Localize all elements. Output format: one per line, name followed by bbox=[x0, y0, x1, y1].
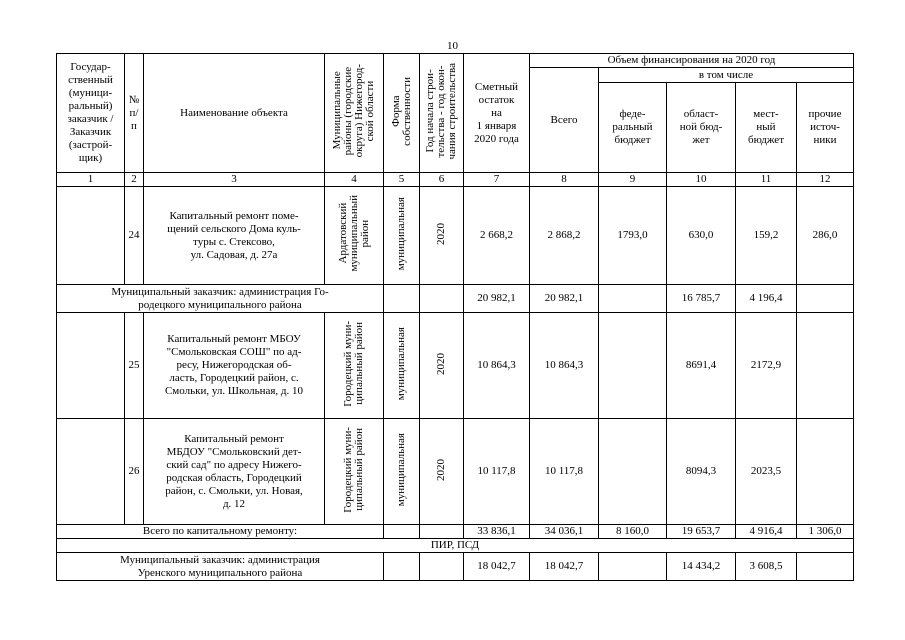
federal-value bbox=[599, 313, 667, 419]
regional-value: 8094,3 bbox=[667, 419, 736, 525]
other-value: 1 306,0 bbox=[797, 525, 854, 539]
financing-table bbox=[56, 53, 854, 581]
regional-value: 16 785,7 bbox=[667, 285, 736, 313]
total-value: 18 042,7 bbox=[530, 553, 599, 581]
total-value: 34 036,1 bbox=[530, 525, 599, 539]
column-number: 7 bbox=[464, 173, 530, 187]
customer-label: Муниципальный заказчик: администрация Го- родецкого муниципального района bbox=[57, 285, 384, 313]
column-number: 3 bbox=[144, 173, 325, 187]
total-value: 2 868,2 bbox=[530, 187, 599, 285]
header-years: Год начала строи- тельства - год окон- чания строительства bbox=[420, 54, 464, 173]
header-including: в том числе bbox=[599, 68, 854, 83]
table-row bbox=[57, 419, 854, 525]
estimate-value: 2 668,2 bbox=[464, 187, 530, 285]
section-label: ПИР, ПСД bbox=[57, 539, 854, 553]
customer-row bbox=[57, 553, 854, 581]
header-total: Всего bbox=[530, 68, 599, 173]
column-number: 12 bbox=[797, 173, 854, 187]
column-number: 4 bbox=[325, 173, 384, 187]
year-cell: 2020 bbox=[420, 313, 464, 419]
header-customer: Государ- ственный (муници- pальный) заказчик / Заказчик (застрой- щик) bbox=[57, 54, 125, 173]
column-number: 6 bbox=[420, 173, 464, 187]
ownership-cell: муниципальная bbox=[384, 419, 420, 525]
regional-value: 14 434,2 bbox=[667, 553, 736, 581]
other-value bbox=[797, 419, 854, 525]
total-label: Всего по капитальному ремонту: bbox=[57, 525, 384, 539]
other-value bbox=[797, 313, 854, 419]
header-regional: област- ной бюд- жет bbox=[667, 83, 736, 173]
district-cell: Городецкий муни- ципальный район bbox=[325, 419, 384, 525]
local-value: 159,2 bbox=[736, 187, 797, 285]
column-number: 8 bbox=[530, 173, 599, 187]
total-row bbox=[57, 525, 854, 539]
estimate-value: 10 117,8 bbox=[464, 419, 530, 525]
header-other: прочие источ- ники bbox=[797, 83, 854, 173]
year-cell: 2020 bbox=[420, 187, 464, 285]
object-name: Капитальный ремонт МБОУ "Смольковская СОШ" по ад- ресу, Нижегородская об- ласть, Городецкий район, с. Смольки, ул. Школьная, д. 10 bbox=[144, 313, 325, 419]
customer-label: Муниципальный заказчик: администрация Уренского муниципального района bbox=[57, 553, 384, 581]
local-value: 3 608,5 bbox=[736, 553, 797, 581]
federal-value: 1793,0 bbox=[599, 187, 667, 285]
total-value: 10 117,8 bbox=[530, 419, 599, 525]
row-num: 26 bbox=[125, 419, 144, 525]
ownership-cell: муниципальная bbox=[384, 187, 420, 285]
header-funding: Объем финансирования на 2020 год bbox=[530, 54, 854, 68]
row-num: 25 bbox=[125, 313, 144, 419]
header-ownership: Форма собственности bbox=[384, 54, 420, 173]
table-row bbox=[57, 187, 854, 285]
district-cell: Ардатовский муниципальный район bbox=[325, 187, 384, 285]
column-number: 5 bbox=[384, 173, 420, 187]
column-numbers-row bbox=[57, 173, 854, 187]
object-name: Капитальный ремонт поме- щений сельского Дома куль- туры с. Стексово, ул. Садовая, д. 27а bbox=[144, 187, 325, 285]
customer-cell bbox=[57, 313, 125, 419]
page-number: 10 bbox=[447, 40, 458, 52]
column-number: 2 bbox=[125, 173, 144, 187]
federal-value bbox=[599, 419, 667, 525]
estimate-value: 18 042,7 bbox=[464, 553, 530, 581]
total-value: 20 982,1 bbox=[530, 285, 599, 313]
ownership-cell: муниципальная bbox=[384, 313, 420, 419]
customer-cell bbox=[57, 187, 125, 285]
column-number: 1 bbox=[57, 173, 125, 187]
column-number: 10 bbox=[667, 173, 736, 187]
total-value: 10 864,3 bbox=[530, 313, 599, 419]
header-object-name: Наименование объекта bbox=[144, 54, 325, 173]
year-cell: 2020 bbox=[420, 419, 464, 525]
row-num: 24 bbox=[125, 187, 144, 285]
local-value: 4 196,4 bbox=[736, 285, 797, 313]
local-value: 2172,9 bbox=[736, 313, 797, 419]
other-value: 286,0 bbox=[797, 187, 854, 285]
customer-cell bbox=[57, 419, 125, 525]
district-cell: Городецкий муни- ципальный район bbox=[325, 313, 384, 419]
estimate-value: 33 836,1 bbox=[464, 525, 530, 539]
column-number: 9 bbox=[599, 173, 667, 187]
header-districts: Муниципальные районы (городские округа) Нижегород- ской области bbox=[325, 54, 384, 173]
estimate-value: 20 982,1 bbox=[464, 285, 530, 313]
federal-value: 8 160,0 bbox=[599, 525, 667, 539]
local-value: 2023,5 bbox=[736, 419, 797, 525]
header-federal: феде- ральный бюджет bbox=[599, 83, 667, 173]
estimate-value: 10 864,3 bbox=[464, 313, 530, 419]
header-num: № п/п bbox=[125, 54, 144, 173]
header-estimate: Сметный остаток на 1 января 2020 года bbox=[464, 54, 530, 173]
header-local: мест- ный бюджет bbox=[736, 83, 797, 173]
regional-value: 630,0 bbox=[667, 187, 736, 285]
section-row bbox=[57, 539, 854, 553]
table-row bbox=[57, 313, 854, 419]
regional-value: 8691,4 bbox=[667, 313, 736, 419]
regional-value: 19 653,7 bbox=[667, 525, 736, 539]
local-value: 4 916,4 bbox=[736, 525, 797, 539]
customer-row bbox=[57, 285, 854, 313]
object-name: Капитальный ремонт МБДОУ "Смольковский дет- ский сад" по адресу Нижего- родская область, Городецкий район, с. Смольки, ул. Новая, д. 12 bbox=[144, 419, 325, 525]
column-number: 11 bbox=[736, 173, 797, 187]
